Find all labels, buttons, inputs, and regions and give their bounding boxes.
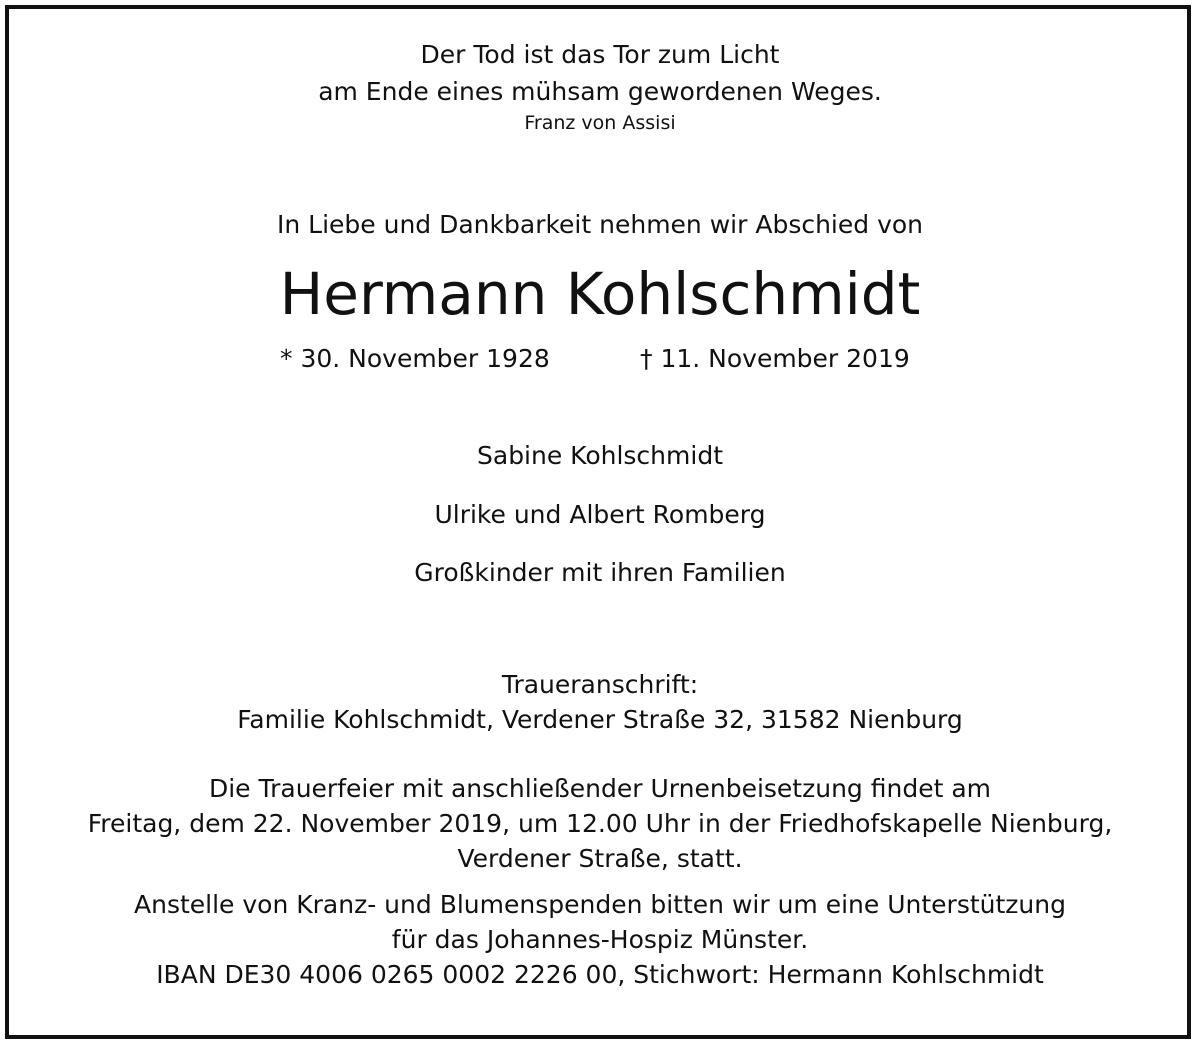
ceremony-line-3: Verdener Straße, statt.	[457, 844, 743, 873]
mourner-1: Sabine Kohlschmidt	[477, 441, 723, 470]
mourner-2: Ulrike und Albert Romberg	[434, 500, 766, 529]
quote-author: Franz von Assisi	[524, 112, 676, 134]
mourner-3: Großkinder mit ihren Familien	[414, 558, 786, 587]
donation-line-2: für das Johannes-Hospiz Münster.	[391, 925, 809, 954]
donation-line-1: Anstelle von Kranz- und Blumenspenden bitten wir um eine Unterstützung	[134, 890, 1066, 919]
death-date: † 11. November 2019	[640, 344, 910, 373]
address-value: Familie Kohlschmidt, Verdener Straße 32, 31582 Nienburg	[237, 705, 963, 734]
quote-line-2: am Ende eines mühsam gewordenen Weges.	[318, 77, 882, 106]
quote-line-1: Der Tod ist das Tor zum Licht	[420, 40, 780, 69]
donation-line-3: IBAN DE30 4006 0265 0002 2226 00, Stichwort: Hermann Kohlschmidt	[156, 960, 1044, 989]
ceremony-line-2: Freitag, dem 22. November 2019, um 12.00 Uhr in der Friedhofskapelle Nienburg,	[87, 809, 1113, 838]
deceased-name: Hermann Kohlschmidt	[279, 260, 921, 328]
intro-text: In Liebe und Dankbarkeit nehmen wir Abschied von	[276, 210, 924, 239]
ceremony-line-1: Die Trauerfeier mit anschließender Urnenbeisetzung findet am	[208, 774, 991, 803]
address-label: Traueranschrift:	[501, 670, 699, 699]
birth-date: * 30. November 1928	[280, 344, 550, 373]
